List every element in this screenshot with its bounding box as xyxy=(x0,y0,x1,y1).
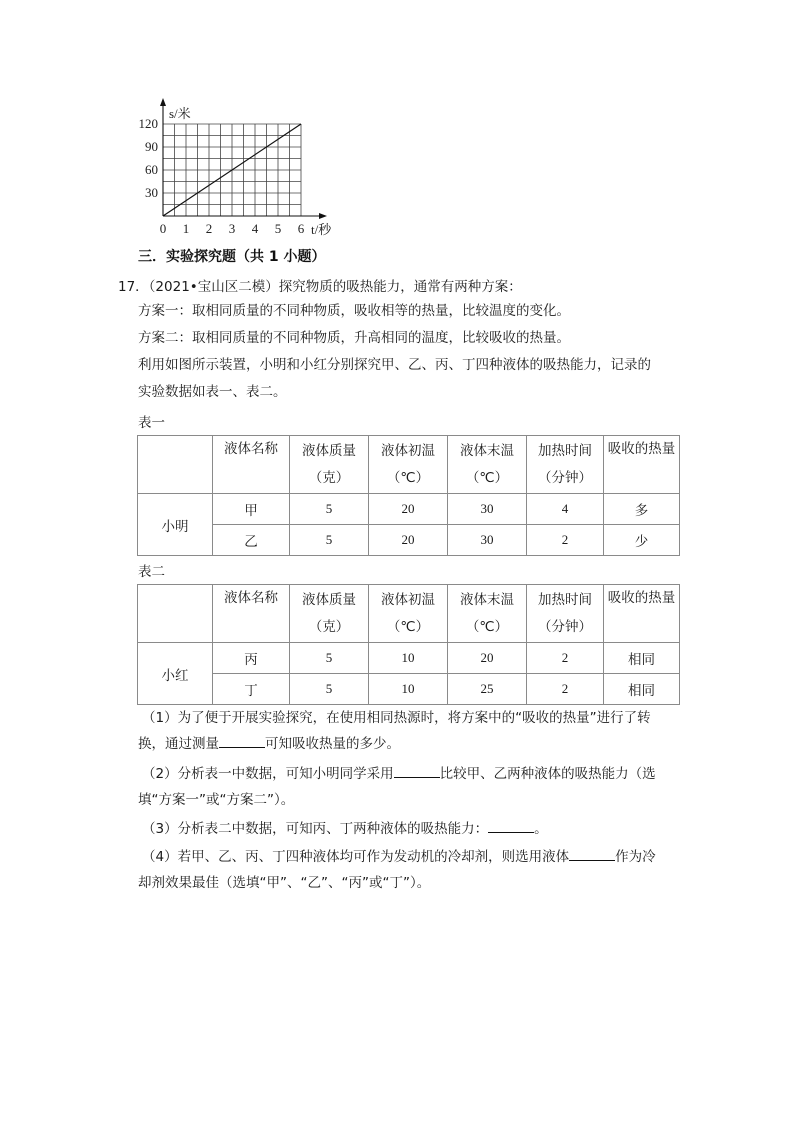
answer-blank[interactable] xyxy=(569,846,615,861)
header-unit: （℃） xyxy=(386,618,430,635)
sub-question-1-line-1: （1）为了便于开展实验探究，在使用相同热源时，将方案中的“吸收的热量”进行了转 xyxy=(142,710,651,726)
table-cell: 10 xyxy=(369,643,448,674)
question-heading: 17．（2021•宝山区二模）探究物质的吸热能力，通常有两种方案： xyxy=(118,279,522,295)
table-person-cell: 小明 xyxy=(138,494,213,556)
table-cell: 30 xyxy=(448,494,527,525)
header-text: 液体初温 xyxy=(381,442,435,459)
header-unit: （℃） xyxy=(386,469,430,486)
header-text: 液体初温 xyxy=(381,591,435,608)
table-cell: 相同 xyxy=(604,674,680,705)
table-header-cell xyxy=(604,436,680,494)
table-one xyxy=(137,435,680,556)
table-cell: 多 xyxy=(604,494,680,525)
table-header-cell xyxy=(213,585,290,643)
table-cell: 20 xyxy=(369,494,448,525)
table-cell: 30 xyxy=(448,525,527,556)
sub-question-2-line-2: 填“方案一”或“方案二”）。 xyxy=(138,792,295,808)
text-segment: 可知吸收热量的多少。 xyxy=(265,736,400,752)
table-header-cell xyxy=(290,585,369,643)
table-header-cell xyxy=(369,436,448,494)
table-header-cell xyxy=(138,436,213,494)
intro-line-1: 利用如图所示装置，小明和小红分别探究甲、乙、丙、丁四种液体的吸热能力，记录的 xyxy=(138,357,651,373)
graph-y-axis-label: s/米 xyxy=(169,106,191,121)
header-text: 加热时间 xyxy=(538,591,592,608)
table-row xyxy=(138,643,680,674)
table-cell: 5 xyxy=(290,494,369,525)
table-cell: 乙 xyxy=(213,525,290,556)
table-cell: 2 xyxy=(527,525,604,556)
text-segment: 。 xyxy=(534,821,548,837)
table-header-row xyxy=(138,436,680,494)
section-title: 三．实验探究题（共 1 小题） xyxy=(138,249,326,265)
text-segment: 换，通过测量 xyxy=(138,736,219,752)
x-tick-label: 6 xyxy=(297,221,305,236)
header-text: 液体质量 xyxy=(302,442,356,459)
header-unit: （克） xyxy=(308,469,350,486)
text-segment: 作为冷 xyxy=(615,849,656,865)
header-text: 液体质量 xyxy=(302,591,356,608)
header-unit: （℃） xyxy=(465,469,509,486)
x-tick-label: 5 xyxy=(274,221,282,236)
answer-blank[interactable] xyxy=(219,733,265,748)
text-segment: 比较甲、乙两种液体的吸热能力（选 xyxy=(439,766,656,782)
intro-line-2: 实验数据如表一、表二。 xyxy=(138,384,287,400)
header-text: 吸收的热量 xyxy=(607,590,676,606)
table-header-cell xyxy=(213,436,290,494)
header-unit: （分钟） xyxy=(538,469,592,486)
table-header-cell xyxy=(448,585,527,643)
table-two-label: 表二 xyxy=(138,564,165,580)
table-cell: 丙 xyxy=(213,643,290,674)
table-cell: 5 xyxy=(290,674,369,705)
table-cell: 5 xyxy=(290,525,369,556)
distance-time-graph xyxy=(128,94,338,239)
table-header-cell xyxy=(290,436,369,494)
table-row xyxy=(138,494,680,525)
plan-one-text: 方案一：取相同质量的不同种物质，吸收相等的热量，比较温度的变化。 xyxy=(138,303,570,319)
table-row xyxy=(138,525,680,556)
graph-x-axis-label: t/秒 xyxy=(311,222,332,237)
x-tick-label: 0 xyxy=(159,221,167,236)
sub-question-4-line-1 xyxy=(142,843,682,871)
x-tick-label: 3 xyxy=(228,221,236,236)
table-header-cell xyxy=(527,436,604,494)
sub-question-1-line-2 xyxy=(138,730,678,758)
answer-blank[interactable] xyxy=(488,818,534,833)
table-row xyxy=(138,674,680,705)
y-tick-label: 90 xyxy=(145,139,158,154)
x-tick-label: 4 xyxy=(251,221,259,236)
table-header-row xyxy=(138,585,680,643)
table-cell: 2 xyxy=(527,643,604,674)
x-axis-arrow xyxy=(319,213,327,219)
y-axis-arrow xyxy=(160,98,166,106)
y-tick-label: 120 xyxy=(138,116,158,131)
x-tick-label: 2 xyxy=(205,221,213,236)
table-two xyxy=(137,584,680,705)
table-cell: 相同 xyxy=(604,643,680,674)
table-cell: 少 xyxy=(604,525,680,556)
table-header-cell xyxy=(527,585,604,643)
table-cell: 4 xyxy=(527,494,604,525)
text-segment: （4）若甲、乙、丙、丁四种液体均可作为发动机的冷却剂，则选用液体 xyxy=(142,849,570,865)
sub-question-4-line-2: 却剂效果最佳（选填“甲”、“乙”、“丙”或“丁”）。 xyxy=(138,875,431,891)
table-header-cell xyxy=(604,585,680,643)
header-unit: （克） xyxy=(308,618,350,635)
answer-blank[interactable] xyxy=(394,763,440,778)
table-header-cell xyxy=(138,585,213,643)
text-segment: （2）分析表一中数据，可知小明同学采用 xyxy=(142,766,394,782)
table-cell: 丁 xyxy=(213,674,290,705)
table-cell: 20 xyxy=(369,525,448,556)
y-tick-label: 30 xyxy=(145,185,158,200)
header-text: 吸收的热量 xyxy=(607,441,676,457)
text-segment: （3）分析表二中数据，可知丙、丁两种液体的吸热能力： xyxy=(142,821,489,837)
table-cell: 25 xyxy=(448,674,527,705)
header-text: 加热时间 xyxy=(538,442,592,459)
sub-question-2-line-1 xyxy=(142,760,682,788)
table-one-label: 表一 xyxy=(138,415,165,431)
header-text: 液体名称 xyxy=(224,590,278,606)
table-header-cell xyxy=(448,436,527,494)
table-header-cell xyxy=(369,585,448,643)
table-cell: 2 xyxy=(527,674,604,705)
table-cell: 5 xyxy=(290,643,369,674)
table-cell: 10 xyxy=(369,674,448,705)
sub-question-3 xyxy=(142,815,682,843)
header-unit: （分钟） xyxy=(538,618,592,635)
table-cell: 20 xyxy=(448,643,527,674)
x-tick-label: 1 xyxy=(182,221,190,236)
table-cell: 甲 xyxy=(213,494,290,525)
header-text: 液体名称 xyxy=(224,441,278,457)
header-unit: （℃） xyxy=(465,618,509,635)
y-tick-label: 60 xyxy=(145,162,158,177)
header-text: 液体末温 xyxy=(460,591,514,608)
table-person-cell: 小红 xyxy=(138,643,213,705)
plan-two-text: 方案二：取相同质量的不同种物质，升高相同的温度，比较吸收的热量。 xyxy=(138,330,570,346)
header-text: 液体末温 xyxy=(460,442,514,459)
